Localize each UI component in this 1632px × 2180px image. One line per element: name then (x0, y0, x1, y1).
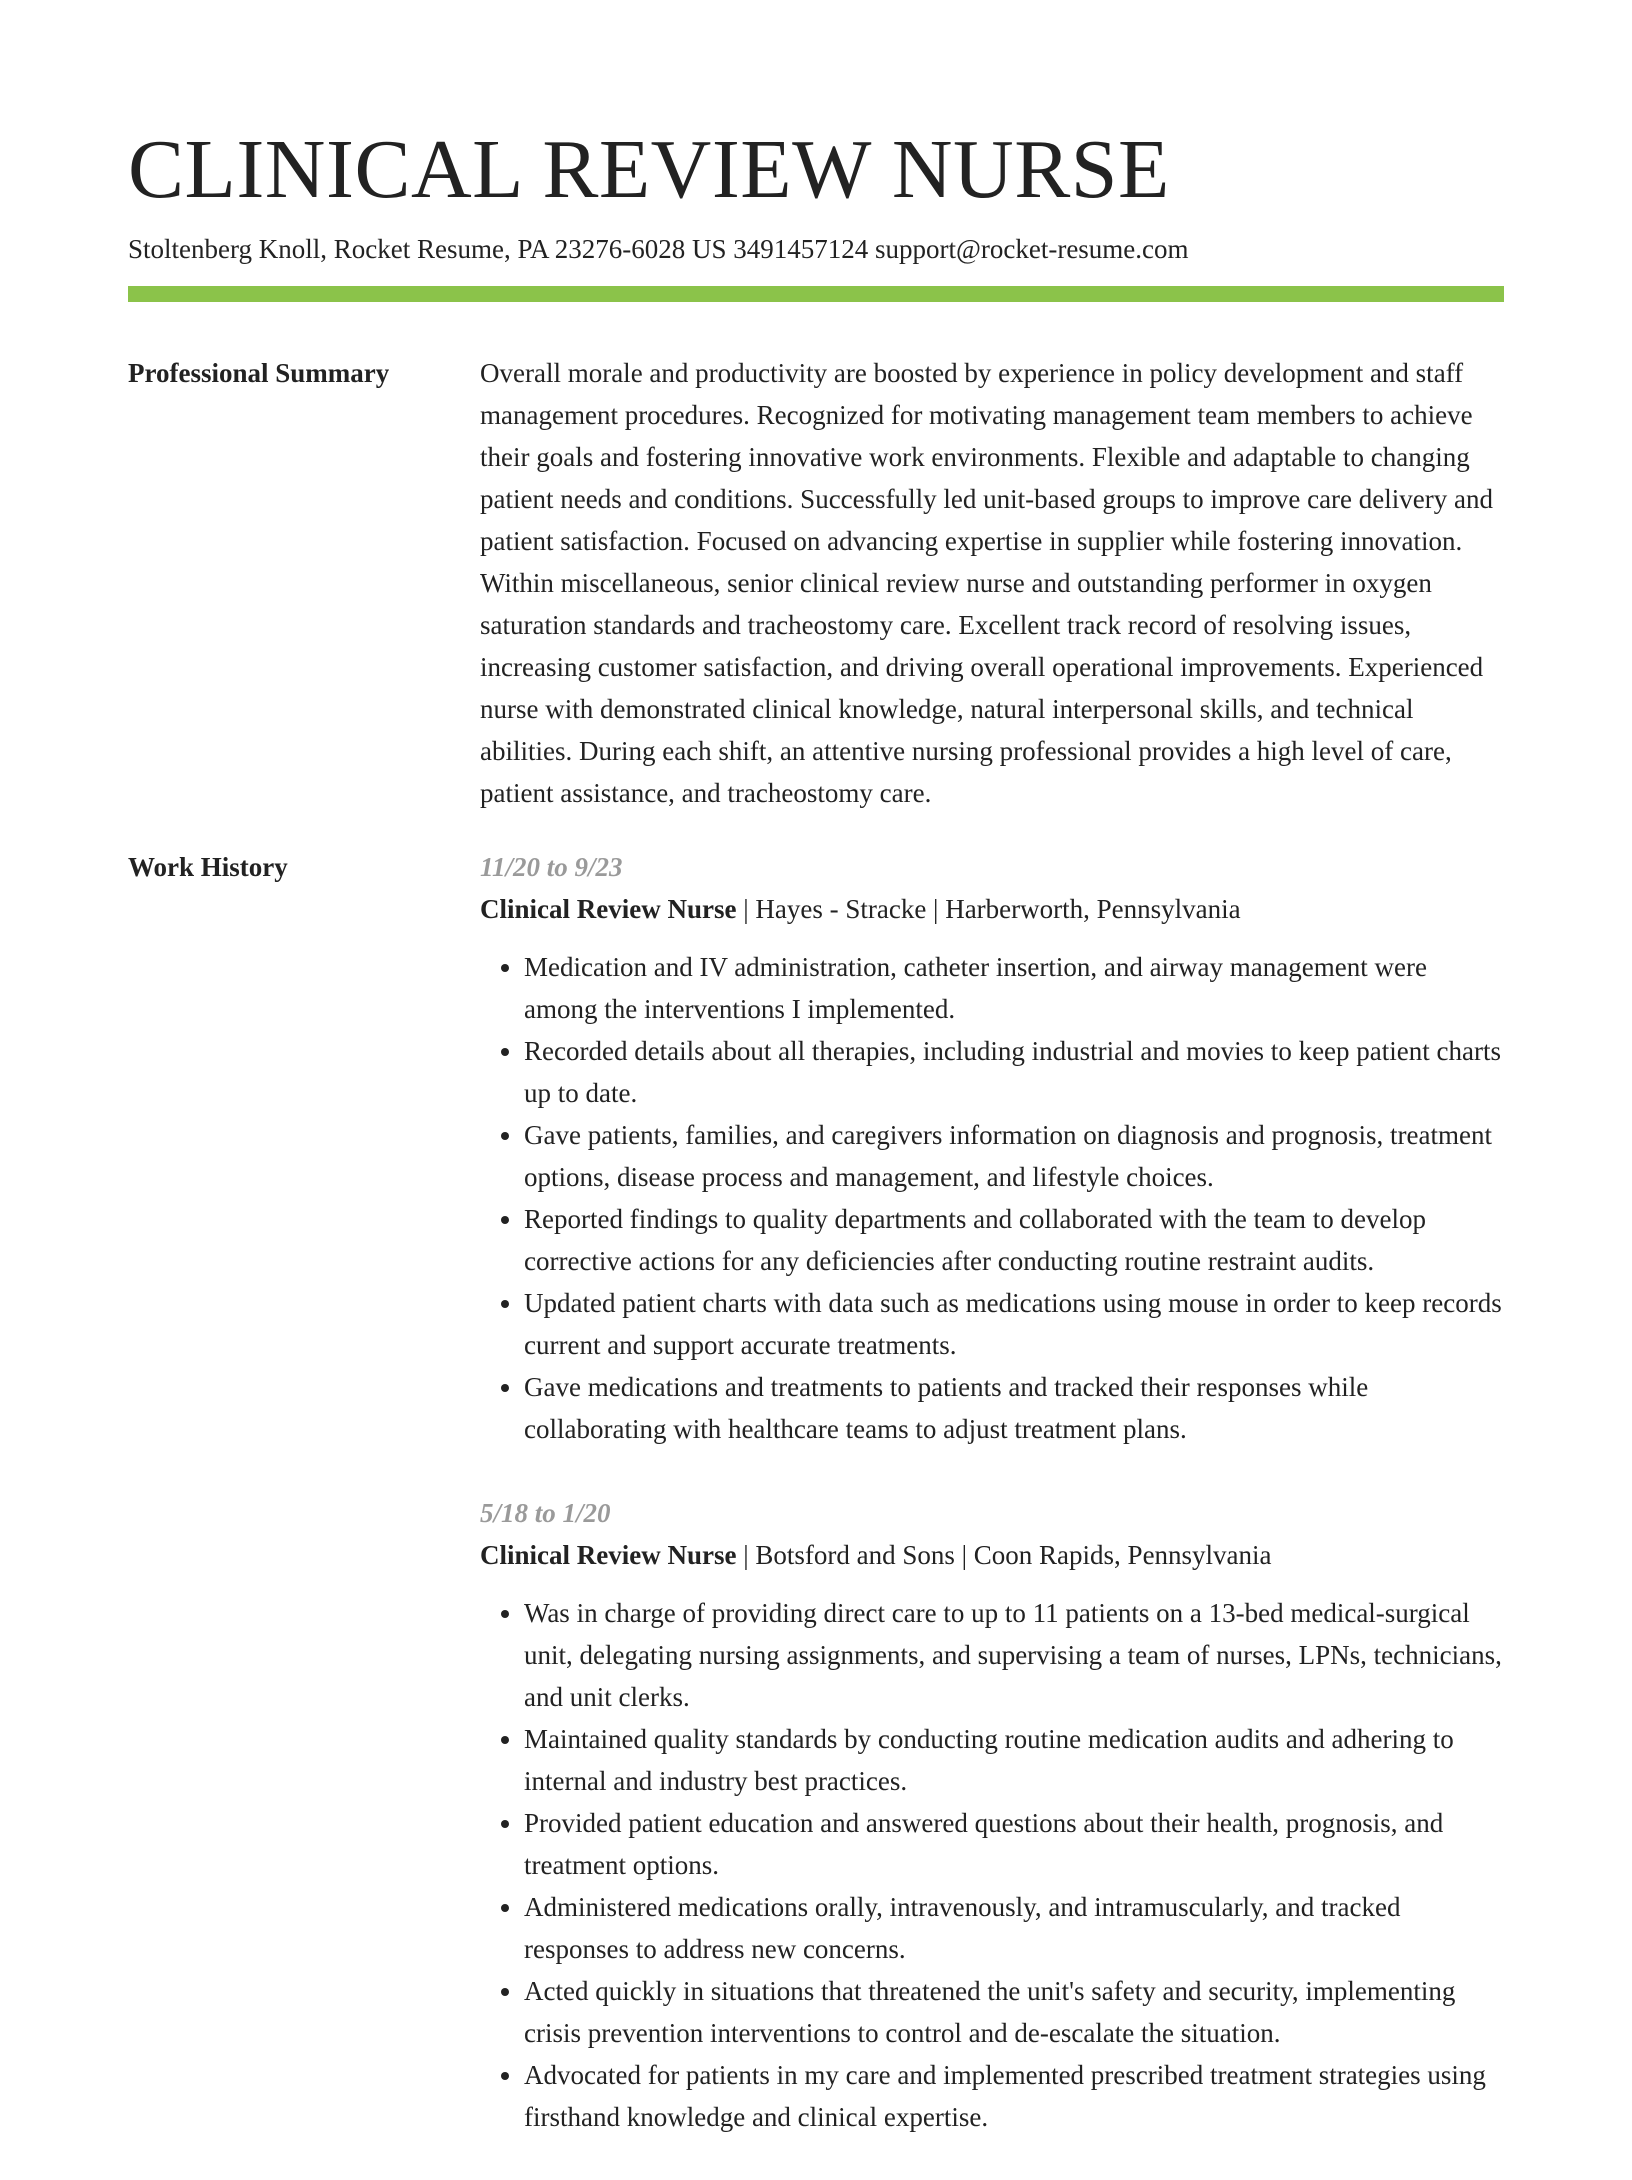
job-title: Clinical Review Nurse (480, 1540, 737, 1570)
job-bullet: • Acted quickly in situations that threatened the unit's safety and security, implementing crisis prevention interventions to control and de-escalate the situation. (524, 1970, 1504, 2054)
job-entry (480, 1492, 1504, 2138)
job-dates: 11/20 to 9/23 (480, 852, 623, 882)
resume-page (128, 0, 1504, 2180)
summary-text: Overall morale and productivity are boosted by experience in policy development and staff management procedures. Recognized for motivating management team members to achieve their goals and fostering innovative work environments. Flexible and adaptable to changing patient needs and conditions. Successfully led unit-based groups to improve care delivery and patient satisfaction. Focused on advancing expertise in supplier while fostering innovation. Within miscellaneous, senior clinical review nurse and outstanding performer in oxygen saturation standards and tracheostomy care. Excellent track record of resolving issues, increasing customer satisfaction, and driving overall operational improvements. Experienced nurse with demonstrated clinical knowledge, natural interpersonal skills, and technical abilities. During each shift, an attentive nursing professional provides a high level of care, patient assistance, and tracheostomy care. (480, 358, 1493, 808)
job-bullet: • Recorded details about all therapies, including industrial and movies to keep patient charts up to date. (524, 1030, 1504, 1114)
job-bullet: • Updated patient charts with data such as medications using mouse in order to keep records current and support accurate treatments. (524, 1282, 1504, 1366)
job-bullet: • Medication and IV administration, catheter insertion, and airway management were among the interventions I implemented. (524, 946, 1504, 1030)
job-bullet: • Reported findings to quality departments and collaborated with the team to develop corrective actions for any deficiencies after conducting routine restraint audits. (524, 1198, 1504, 1282)
job-title-line (480, 888, 1504, 930)
contact-info: Stoltenberg Knoll, Rocket Resume, PA 23276-6028 US 3491457124 support@rocket-resume.com (128, 234, 1189, 264)
job-dates: 5/18 to 1/20 (480, 1498, 611, 1528)
header-divider (128, 286, 1504, 302)
work-history-body (480, 846, 1504, 2180)
job-bullets (480, 946, 1504, 1450)
summary-body (480, 352, 1504, 814)
job-bullet: • Was in charge of providing direct care to up to 11 patients on a 13-bed medical-surgical unit, delegating nursing assignments, and supervising a team of nurses, LPNs, technicians, and unit clerks. (524, 1592, 1504, 1718)
job-employer-location: | Hayes - Stracke | Harberworth, Pennsylvania (736, 894, 1241, 924)
job-bullet: • Gave patients, families, and caregivers information on diagnosis and prognosis, treatment options, disease process and management, and lifestyle choices. (524, 1114, 1504, 1198)
work-history-section (128, 846, 1504, 2180)
page-title: CLINICAL REVIEW NURSE (128, 123, 1170, 216)
job-entry (480, 846, 1504, 1450)
job-bullet: • Provided patient education and answered questions about their health, prognosis, and treatment options. (524, 1802, 1504, 1886)
job-bullets (480, 1592, 1504, 2138)
summary-section (128, 352, 1504, 814)
job-employer-location: | Botsford and Sons | Coon Rapids, Pennsylvania (736, 1540, 1272, 1570)
job-bullet: • Gave medications and treatments to patients and tracked their responses while collaborating with healthcare teams to adjust treatment plans. (524, 1366, 1504, 1450)
summary-heading: Professional Summary (128, 358, 390, 388)
job-title: Clinical Review Nurse (480, 894, 737, 924)
job-bullet: • Administered medications orally, intravenously, and intramuscularly, and tracked responses to address new concerns. (524, 1886, 1504, 1970)
work-history-heading: Work History (128, 852, 288, 882)
job-bullet: • Maintained quality standards by conducting routine medication audits and adhering to internal and industry best practices. (524, 1718, 1504, 1802)
job-bullet: • Advocated for patients in my care and implemented prescribed treatment strategies using firsthand knowledge and clinical expertise. (524, 2054, 1504, 2138)
job-title-line (480, 1534, 1504, 1576)
